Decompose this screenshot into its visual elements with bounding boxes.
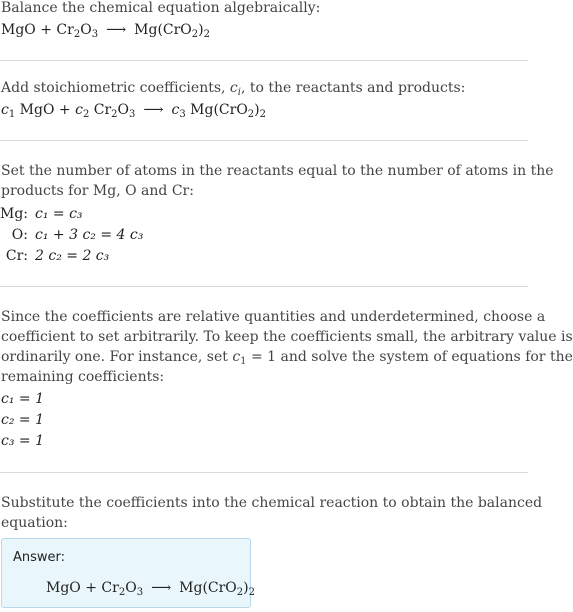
atoms-intro-line1: Set the number of atoms in the reactants equal to the number of atoms in the xyxy=(1,163,554,179)
equation-with-coefficients: $c_1$ MgO + $c_2$ $Cr_2O_3$ ⟶ $c_3$ $Mg(CrO_2)_2$ xyxy=(1,102,267,120)
explanation-line3: ordinarily one. For instance, set $c_1 = 1$ and solve the system of equations for the xyxy=(1,349,573,367)
solution-c2: c₂ = 1 xyxy=(1,412,44,428)
divider xyxy=(0,60,528,61)
intro-text: Balance the chemical equation algebraically: xyxy=(1,0,321,16)
balanced-equation: MgO + $Cr_2O_3$ ⟶ $Mg(CrO_2)_2$ xyxy=(46,580,255,598)
divider xyxy=(0,472,528,473)
divider xyxy=(0,140,528,141)
answer-box xyxy=(1,538,255,608)
divider xyxy=(0,286,528,287)
explanation-line1: Since the coefficients are relative quantities and underdetermined, choose a xyxy=(1,309,546,325)
coefficients-intro: Add stoichiometric coefficients, $c_i$, to the reactants and products: xyxy=(1,80,466,98)
explanation-line4: remaining coefficients: xyxy=(1,369,165,385)
substitute-line1: Substitute the coefficients into the chemical reaction to obtain the balanced xyxy=(1,495,543,511)
unbalanced-equation: MgO + $Cr_2O_3$ ⟶ $Mg(CrO_2)_2$ xyxy=(1,22,210,40)
substitute-line2: equation: xyxy=(1,515,68,531)
answer-label: Answer: xyxy=(13,550,66,565)
solution-c1: c₁ = 1 xyxy=(1,391,44,407)
explanation-line2: coefficient to set arbitrarily. To keep the coefficients small, the arbitrary value is xyxy=(1,329,573,345)
solution-c3: c₃ = 1 xyxy=(1,433,44,449)
atoms-intro-line2: products for Mg, O and Cr: xyxy=(1,183,194,199)
